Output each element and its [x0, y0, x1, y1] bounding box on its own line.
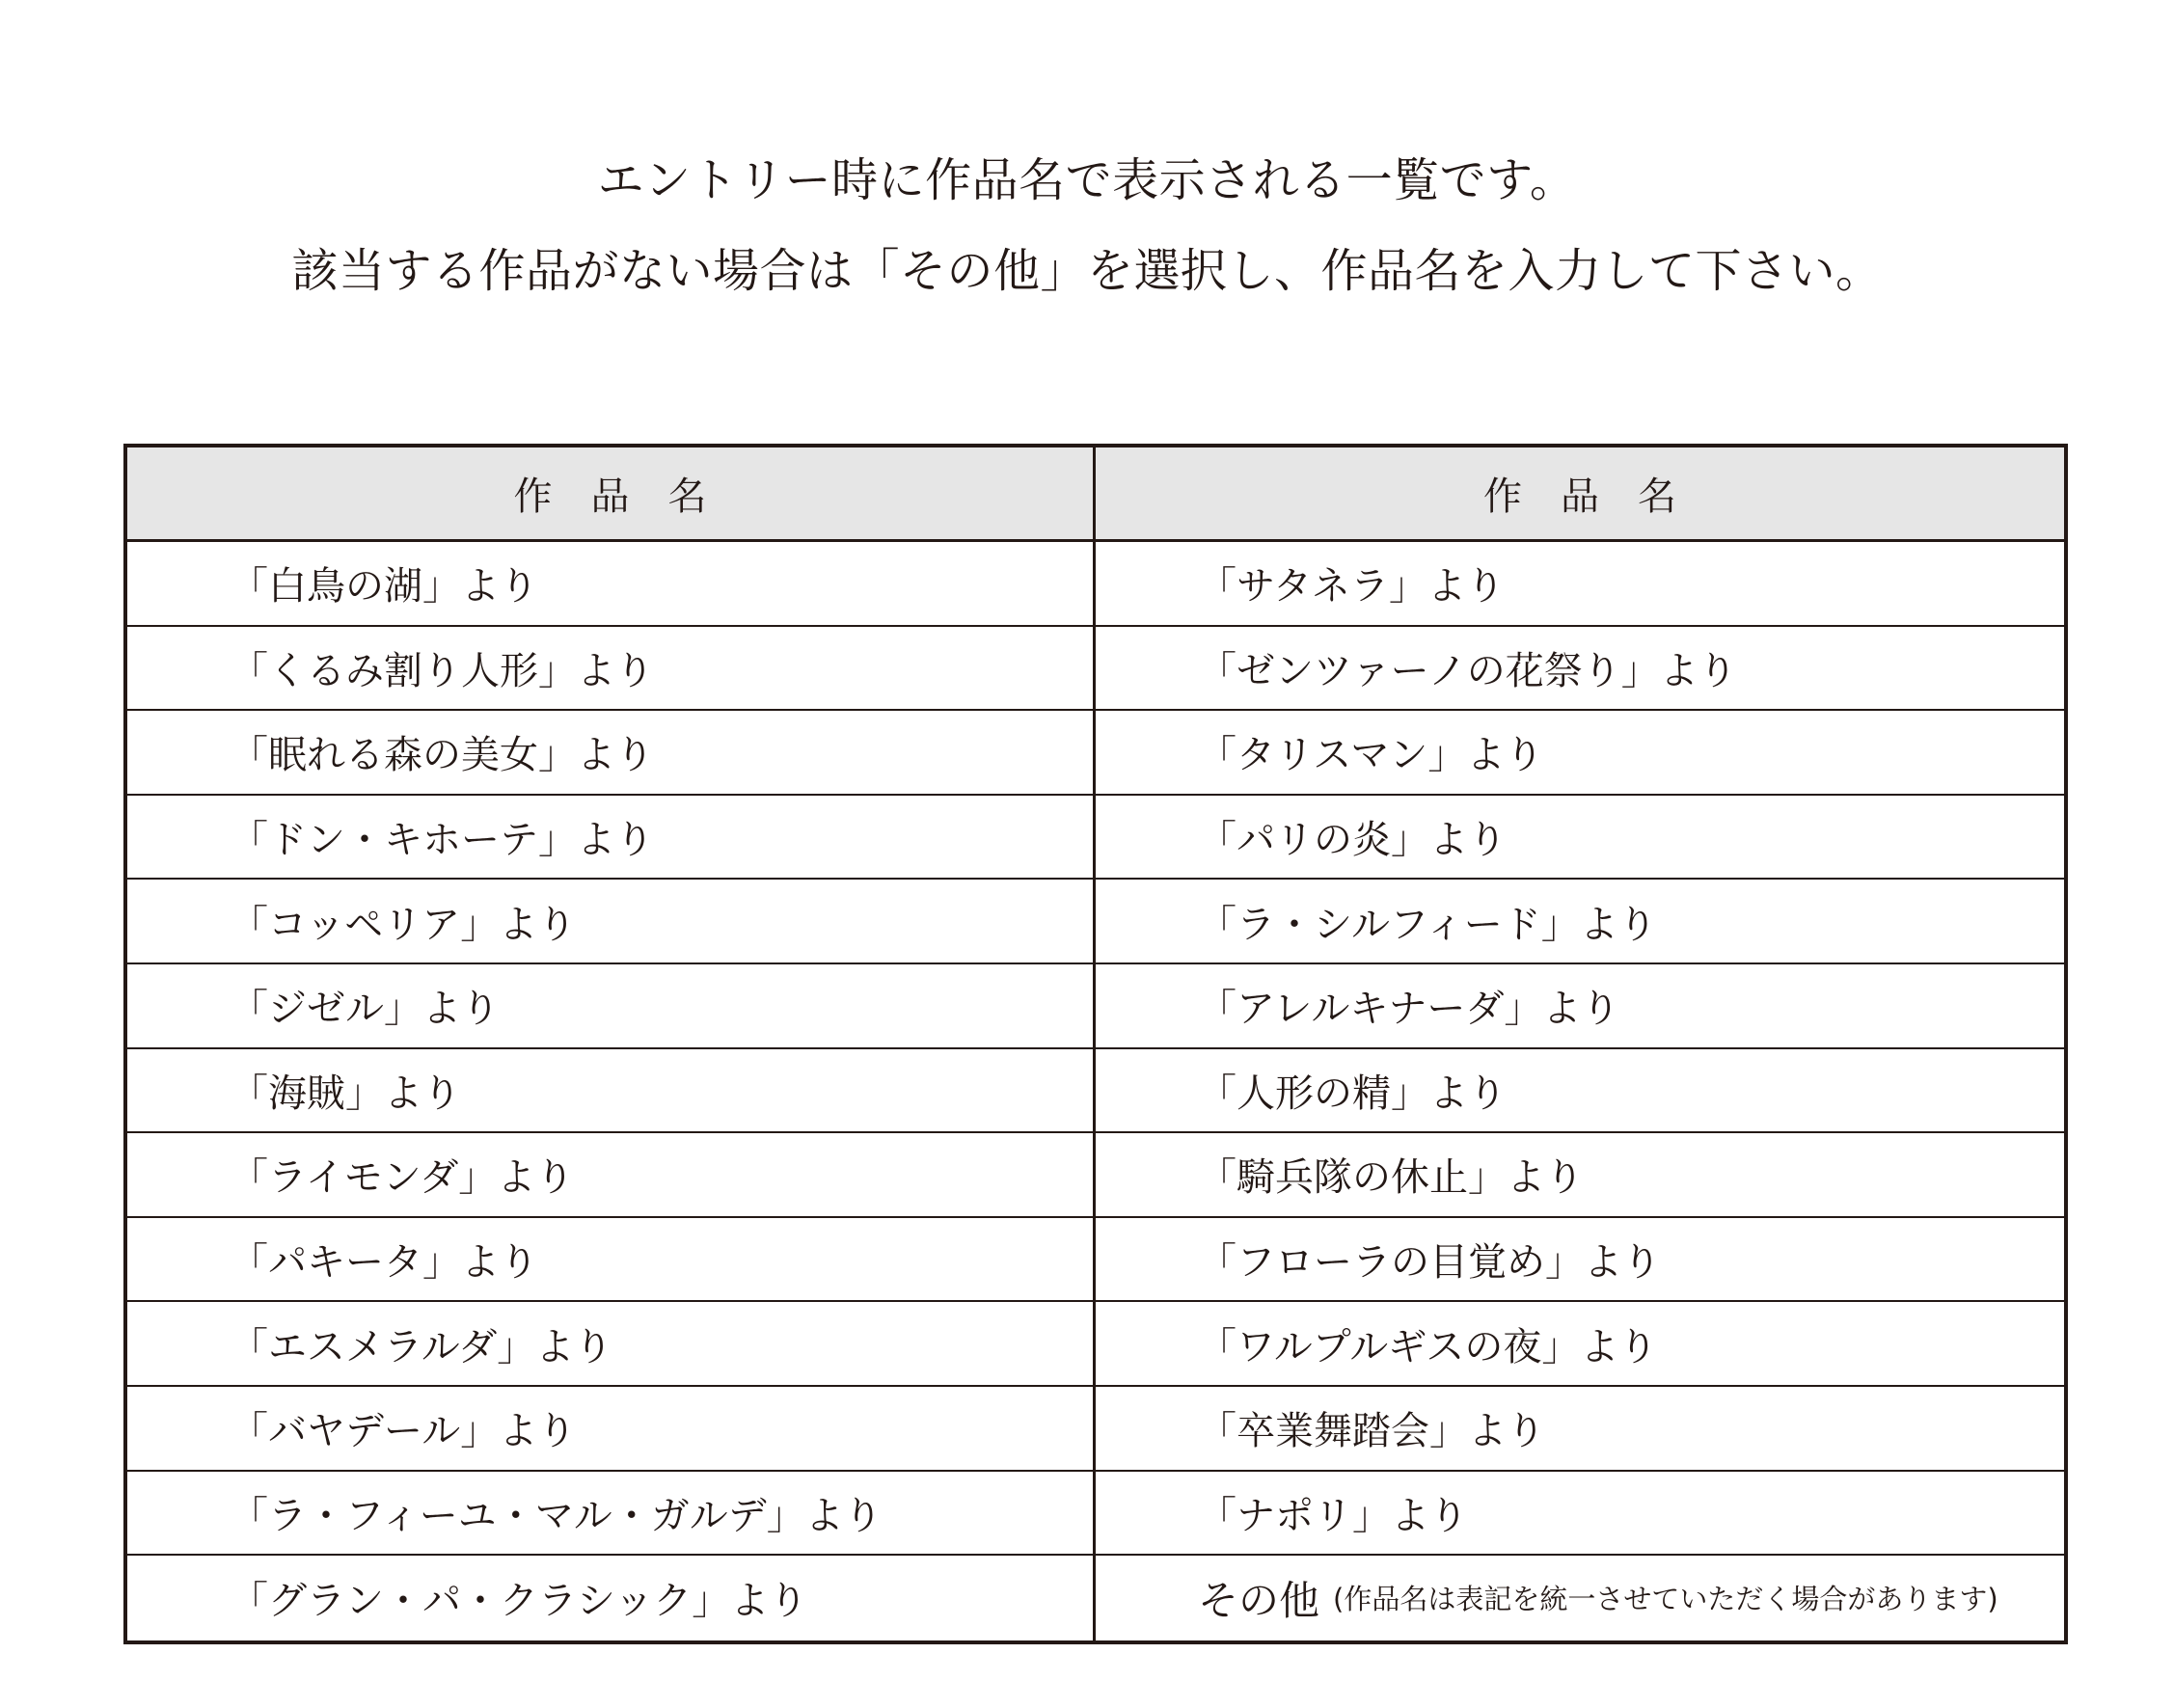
table-cell: 「タリスマン」より [1096, 711, 2064, 796]
table-cell: 「白鳥の湖」より [127, 542, 1096, 627]
table-cell: 「サタネラ」より [1096, 542, 2064, 627]
table-cell: 「ゼンツァーノの花祭り」より [1096, 627, 2064, 712]
table-cell: 「海賊」より [127, 1049, 1096, 1134]
table-cell: 「グラン・パ・クラシック」より [127, 1556, 1096, 1640]
table-cell: 「人形の精」より [1096, 1049, 2064, 1134]
table-cell: 「くるみ割り人形」より [127, 627, 1096, 712]
table-cell: 「エスメラルダ」より [127, 1302, 1096, 1387]
table-cell: 「卒業舞踏会」より [1096, 1387, 2064, 1472]
table-cell: 「バヤデール」より [127, 1387, 1096, 1472]
table-cell: 「ワルプルギスの夜」より [1096, 1302, 2064, 1387]
table-cell: 「ドン・キホーテ」より [127, 796, 1096, 881]
table-cell: 「パリの炎」より [1096, 796, 2064, 881]
other-label: その他 [1198, 1576, 1320, 1624]
works-table [123, 444, 2068, 1644]
table-cell: 「ライモンダ」より [127, 1133, 1096, 1218]
intro-line-2: 該当する作品がない場合は「その他」を選択し、作品名を入力して下さい。 [291, 244, 1883, 298]
table-cell: 「コッペリア」より [127, 880, 1096, 964]
table-header-right: 作品名 [1096, 447, 2064, 542]
table-cell: 「騎兵隊の休止」より [1096, 1133, 2064, 1218]
table-header-left: 作品名 [127, 447, 1096, 542]
other-cell [1096, 1556, 2064, 1640]
table-cell: 「パキータ」より [127, 1218, 1096, 1303]
other-note: (作品名は表記を統一させていただく場合があります) [1333, 1583, 1998, 1616]
table-cell: 「眠れる森の美女」より [127, 711, 1096, 796]
table-cell: 「ナポリ」より [1096, 1472, 2064, 1557]
table-cell: 「ラ・シルフィード」より [1096, 880, 2064, 964]
intro-line-1: エントリー時に作品名で表示される一覧です。 [597, 153, 1577, 207]
table-cell: 「フローラの目覚め」より [1096, 1218, 2064, 1303]
table-cell: 「アレルキナーダ」より [1096, 964, 2064, 1049]
intro-text [0, 135, 2174, 316]
table-cell: 「ジゼル」より [127, 964, 1096, 1049]
table-cell: 「ラ・フィーユ・マル・ガルデ」より [127, 1472, 1096, 1557]
